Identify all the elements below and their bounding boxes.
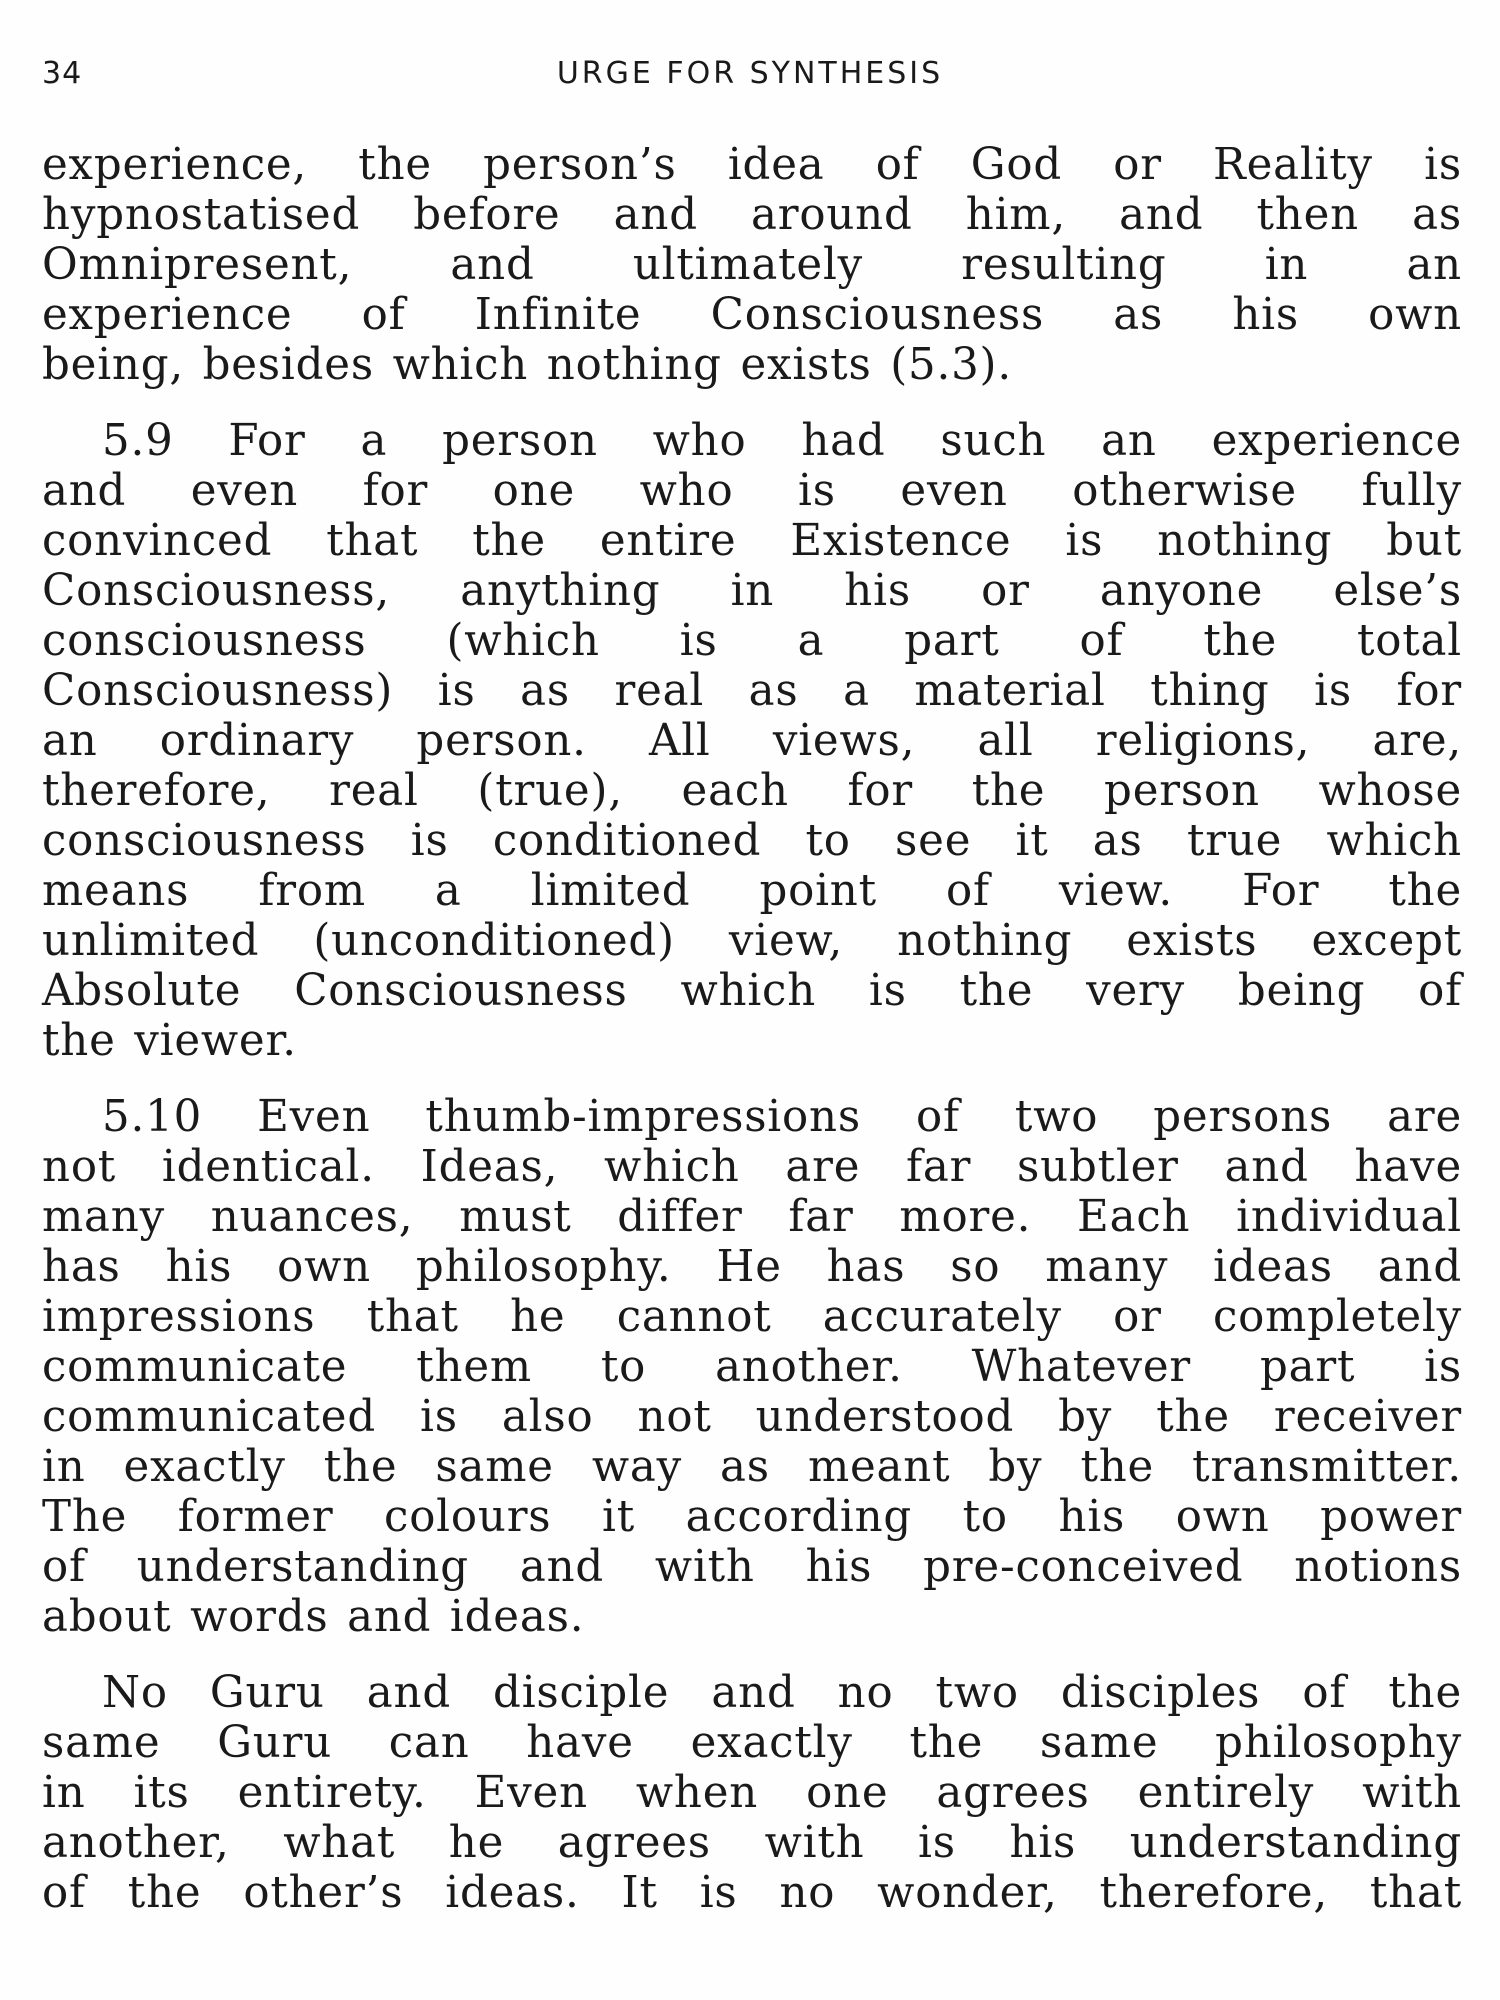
text-line: Omnipresent, and ultimately resulting in an: [42, 240, 1462, 290]
text-line: No Guru and disciple and no two disciples of the: [102, 1668, 1462, 1718]
text-line: and even for one who is even otherwise fully: [42, 466, 1462, 516]
paragraph-guru: [42, 1668, 1462, 1918]
text-line: The former colours it according to his own power: [42, 1492, 1462, 1542]
text-line: the viewer.: [42, 1016, 297, 1066]
running-head: [42, 56, 1458, 96]
text-line: unlimited (unconditioned) view, nothing exists except: [42, 916, 1462, 966]
text-line: means from a limited point of view. For the: [42, 866, 1462, 916]
text-line: in its entirety. Even when one agrees entirely with: [42, 1768, 1462, 1818]
text-line: 5.9 For a person who had such an experience: [102, 416, 1462, 466]
text-line: same Guru can have exactly the same philosophy: [42, 1718, 1462, 1768]
text-line: consciousness (which is a part of the total: [42, 616, 1462, 666]
text-line: Consciousness, anything in his or anyone else’s: [42, 566, 1462, 616]
text-line: experience, the person’s idea of God or Reality is: [42, 140, 1462, 190]
paragraph-5-9: [42, 416, 1462, 1066]
text-line: Absolute Consciousness which is the very being of: [42, 966, 1462, 1016]
text-line: communicate them to another. Whatever part is: [42, 1342, 1462, 1392]
text-line: experience of Infinite Consciousness as his own: [42, 290, 1462, 340]
text-line: has his own philosophy. He has so many ideas and: [42, 1242, 1462, 1292]
text-line: not identical. Ideas, which are far subtler and have: [42, 1142, 1462, 1192]
paragraph-continuation: [42, 140, 1462, 390]
text-line: consciousness is conditioned to see it as true which: [42, 816, 1462, 866]
text-line: therefore, real (true), each for the person whose: [42, 766, 1462, 816]
text-line: in exactly the same way as meant by the transmitter.: [42, 1442, 1462, 1492]
text-line: hypnostatised before and around him, and then as: [42, 190, 1462, 240]
text-line: another, what he agrees with is his understanding: [42, 1818, 1462, 1868]
text-line: Consciousness) is as real as a material thing is for: [42, 666, 1462, 716]
paragraph-5-10: [42, 1092, 1462, 1642]
text-line: an ordinary person. All views, all religions, are,: [42, 716, 1462, 766]
text-line: about words and ideas.: [42, 1592, 585, 1642]
text-line: 5.10 Even thumb-impressions of two persons are: [102, 1092, 1462, 1142]
page-number: 34: [42, 56, 83, 91]
running-title: URGE FOR SYNTHESIS: [556, 56, 944, 91]
text-line: communicated is also not understood by the receiver: [42, 1392, 1462, 1442]
text-line: convinced that the entire Existence is nothing but: [42, 516, 1462, 566]
text-line: of the other’s ideas. It is no wonder, therefore, that: [42, 1868, 1462, 1918]
text-line: being, besides which nothing exists (5.3).: [42, 340, 1012, 390]
text-line: many nuances, must differ far more. Each individual: [42, 1192, 1462, 1242]
body-text: [42, 140, 1462, 1944]
text-line: impressions that he cannot accurately or completely: [42, 1292, 1462, 1342]
text-line: of understanding and with his pre-conceived notions: [42, 1542, 1462, 1592]
